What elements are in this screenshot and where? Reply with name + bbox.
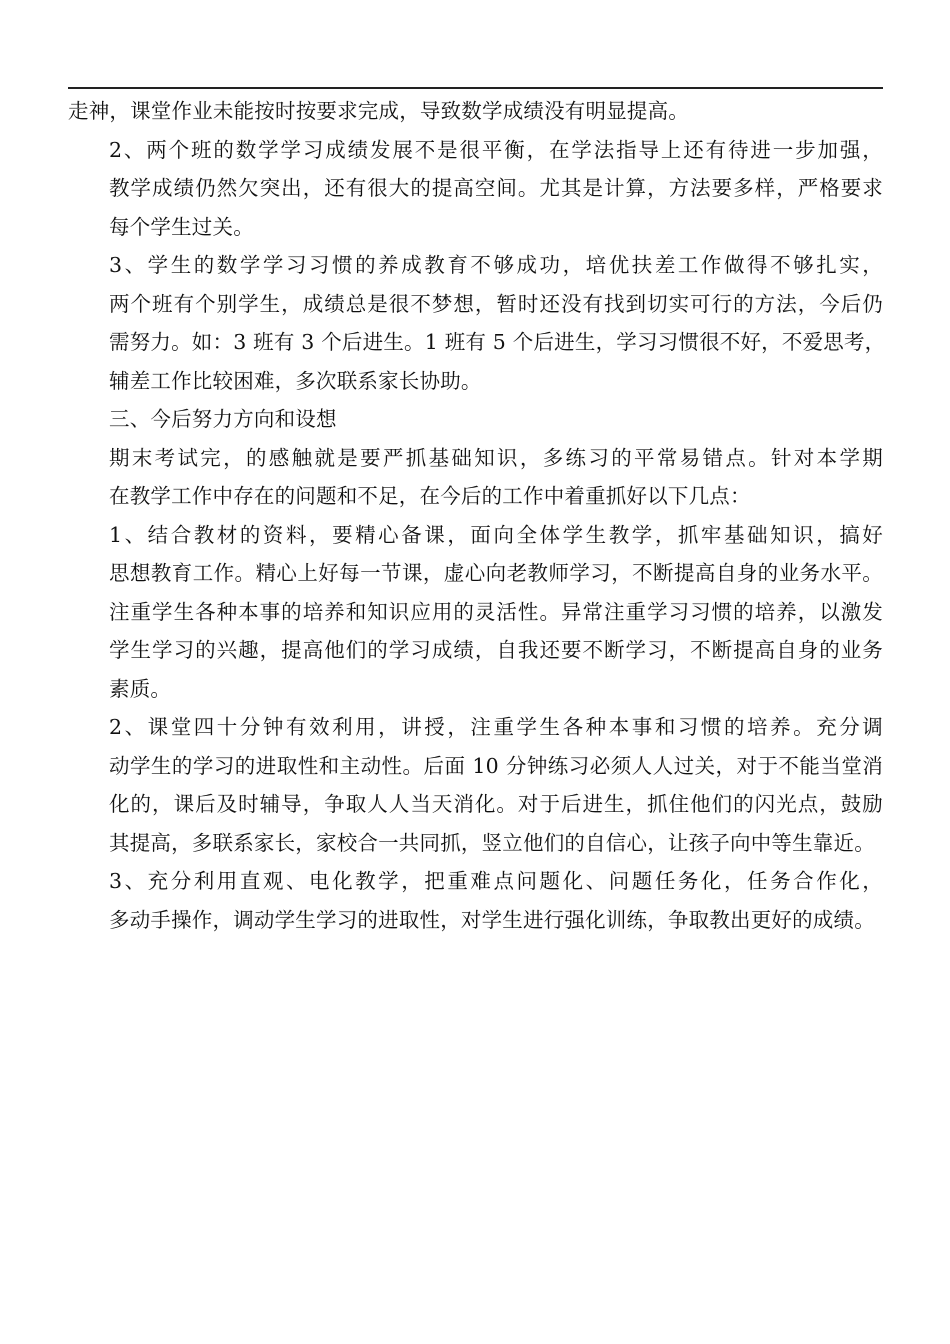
- text-line: 需努力。如：3 班有 3 个后进生。1 班有 5 个后进生，学习习惯很不好，不爱思考，: [109, 330, 886, 354]
- text-line: 思想教育工作。精心上好每一节课，虚心向老教师学习，不断提高自身的业务水平。: [109, 561, 883, 585]
- text-line: 辅差工作比较困难，多次联系家长协助。: [109, 368, 482, 393]
- text-line: 注重学生各种本事的培养和知识应用的灵活性。异常注重学习习惯的培养，以激发: [109, 599, 883, 624]
- text-line: 其提高，多联系家长，家校合一共同抓，竖立他们的自信心，让孩子向中等生靠近。: [109, 830, 875, 855]
- text-line: 3、充分利用直观、电化教学，把重难点问题化、问题任务化，任务合作化，: [109, 869, 883, 893]
- text-line: 多动手操作，调动学生学习的进取性，对学生进行强化训练，争取教出更好的成绩。: [109, 907, 875, 932]
- paragraph: [68, 400, 883, 439]
- text-line: 2、两个班的数学学习成绩发展不是很平衡，在学法指导上还有待进一步加强，: [109, 137, 883, 162]
- paragraph: [68, 439, 883, 516]
- text-line: 化的，课后及时辅导，争取人人当天消化。对于后进生，抓住他们的闪光点，鼓励: [109, 792, 883, 816]
- paragraph: [68, 862, 883, 939]
- header-rule: [68, 87, 883, 89]
- paragraph: [68, 516, 883, 709]
- paragraph: [68, 708, 883, 862]
- paragraph: [68, 246, 886, 400]
- document-body: [68, 92, 886, 939]
- text-line: 2、课堂四十分钟有效利用，讲授，注重学生各种本事和习惯的培养。充分调: [109, 715, 883, 739]
- text-line: 教学成绩仍然欠突出，还有很大的提高空间。尤其是计算，方法要多样，严格要求: [109, 176, 883, 200]
- text-line: 3、学生的数学学习习惯的养成教育不够成功，培优扶差工作做得不够扎实，: [109, 253, 883, 277]
- paragraph: [68, 131, 883, 247]
- text-line: 1、结合教材的资料，要精心备课，面向全体学生教学，抓牢基础知识，搞好: [109, 522, 883, 547]
- text-line: 学生学习的兴趣，提高他们的学习成绩，自我还要不断学习，不断提高自身的业务: [109, 638, 883, 662]
- text-line: 期末考试完，的感触就是要严抓基础知识，多练习的平常易错点。针对本学期: [109, 445, 883, 470]
- text-line: 每个学生过关。: [109, 214, 254, 239]
- text-line: 动学生的学习的进取性和主动性。后面 10 分钟练习必须人人过关，对于不能当堂消: [109, 753, 883, 778]
- text-line: 走神，课堂作业未能按时按要求完成，导致数学成绩没有明显提高。: [68, 99, 689, 123]
- text-line: 三、今后努力方向和设想: [109, 407, 337, 431]
- paragraph: [68, 92, 883, 131]
- text-line: 在教学工作中存在的问题和不足，在今后的工作中着重抓好以下几点：: [109, 484, 751, 508]
- text-line: 两个班有个别学生，成绩总是很不梦想，暂时还没有找到切实可行的方法，今后仍: [109, 291, 883, 316]
- text-line: 素质。: [109, 676, 172, 701]
